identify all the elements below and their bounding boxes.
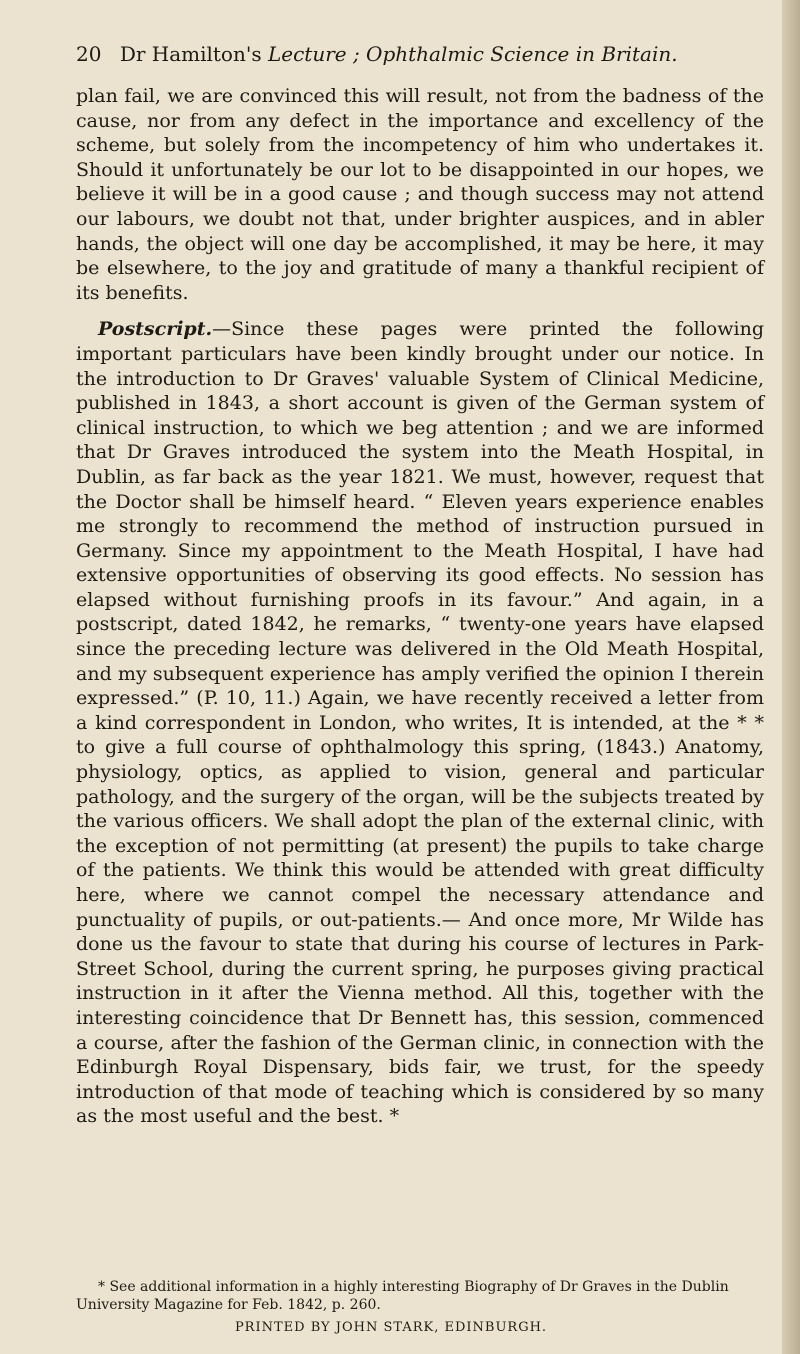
footnote: * See additional information in a highly interesting Biography of Dr Graves in the Dublin University Magazine for Feb. 1842, p. 260.	[76, 1279, 729, 1313]
postscript-heading: Postscript.	[98, 318, 213, 341]
page-number: 20	[76, 42, 102, 66]
page-edge-shadow	[782, 0, 800, 1354]
paragraph-postscript	[76, 317, 764, 1129]
printer-imprint: PRINTED BY JOHN STARK, EDINBURGH.	[234, 1320, 548, 1335]
postscript-text: —Since these pages were printed the following important particulars have been kindly brought under our notice. In the introduction to Dr Graves' valuable System of Clinical Medicine, published in 1843, a short account is given of the German system of clinical instruction, to which we beg attention ; and we are informed that Dr Graves introduced the system into the Meath Hospital, in Dublin, as far back as the year 1821. We must, however, request that the Doctor shall be himself heard. “ Eleven years experience enables me strongly to recommend the method of instruction pursued in Germany. Since my appointment to the Meath Hospital, I have had extensive opportunities of observing its good effects. No session has elapsed without furnishing proofs in its favour.” And again, in a postscript, dated 1842, he remarks, “ twenty-one years have elapsed since the preceding lecture was delivered in the Old Meath Hospital, and my subsequent experience has amply verified the opinion I therein expressed.” (P. 10, 11.) Again, we have recently received a letter from a kind correspondent in London, who writes, It is intended, at the * * to give a full course of ophthalmology this spring, (1843.) Anatomy, physiology, optics, as applied to vision, general and particular pathology, and the surgery of the organ, will be the subjects treated by the various officers. We shall adopt the plan of the external clinic, with the exception of not permitting (at present) the pupils to take charge of the patients. We think this would be attended with great difficulty here, where we cannot compel the necessary attendance and punctuality of pupils, or out-patients.— And once more, Mr Wilde has done us the favour to state that during his course of lectures in Park-Street School, during the current spring, he purposes giving practical instruction in it after the Vienna method. All this, together with the interesting coincidence that Dr Bennett has, this session, commenced a course, after the fashion of the German clinic, in connection with the Edinburgh Royal Dispensary, bids fair, we trust, for the speedy introduction of that mode of teaching which is considered by so many as the most useful and the best. *	[76, 318, 764, 1128]
header-title: Lecture ; Ophthalmic Science in Britain.	[267, 42, 678, 66]
page-body	[76, 84, 764, 1129]
paragraph-continuation: plan fail, we are convinced this will result, not from the badness of the cause, nor from any defect in the importance and excellency of the scheme, but solely from the incompetency of him who undertakes it. Should it unfortunately be our lot to be disappointed in our hopes, we believe it will be in a good cause ; and though success may not attend our labours, we doubt not that, under brighter auspices, and in abler hands, the object will one day be accomplished, it may be here, it may be elsewhere, to the joy and gratitude of many a thankful recipient of its benefits.	[76, 85, 764, 304]
running-header	[76, 40, 766, 68]
header-author: Dr Hamilton's	[119, 42, 262, 66]
